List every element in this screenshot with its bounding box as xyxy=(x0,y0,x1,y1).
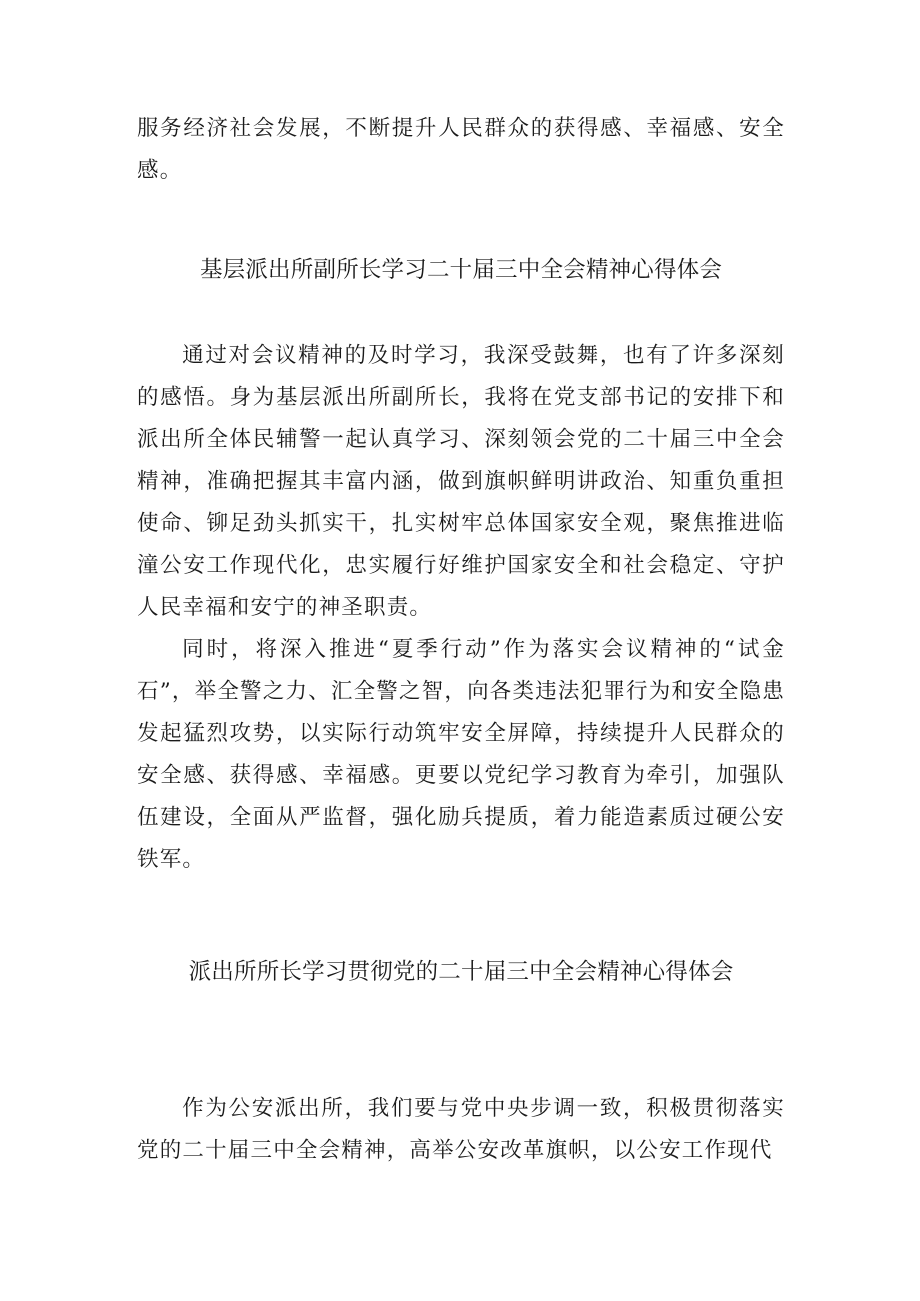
section-1-paragraph-1: 通过对会议精神的及时学习，我深受鼓舞，也有了许多深刻的感悟。身为基层派出所副所长，我将在党支部书记的安排下和派出所全体民辅警一起认真学习、深刻领会党的二十届三中全会精神，准确把握其丰富内涵，做到旗帜鲜明讲政治、知重负重担使命、铆足劲头抓实干，扎实树牢总体国家安全观，聚焦推进临潼公安工作现代化，忠实履行好维护国家安全和社会稳定、守护人民幸福和安宁的神圣职责。 xyxy=(137,343,785,620)
continuation-paragraph: 服务经济社会发展，不断提升人民群众的获得感、幸福感、安全感。 xyxy=(137,116,785,183)
section-2-paragraph-1: 作为公安派出所，我们要与党中央步调一致，积极贯彻落实党的二十届三中全会精神，高举公安改革旗帜，以公安工作现代 xyxy=(137,1096,785,1163)
section-2-heading: 派出所所长学习贯彻党的二十届三中全会精神心得体会 xyxy=(188,959,734,985)
section-1-paragraph-2: 同时，将深入推进“夏季行动”作为落实会议精神的“试金石”，举全警之力、汇全警之智，向各类违法犯罪行为和安全隐患发起猛烈攻势，以实际行动筑牢安全屏障，持续提升人民群众的安全感、获得感、幸福感。更要以党纪学习教育为牵引，加强队伍建设，全面从严监督，强化励兵提质，着力能造素质过硬公安铁军。 xyxy=(137,637,785,872)
section-1-heading: 基层派出所副所长学习二十届三中全会精神心得体会 xyxy=(199,257,723,283)
